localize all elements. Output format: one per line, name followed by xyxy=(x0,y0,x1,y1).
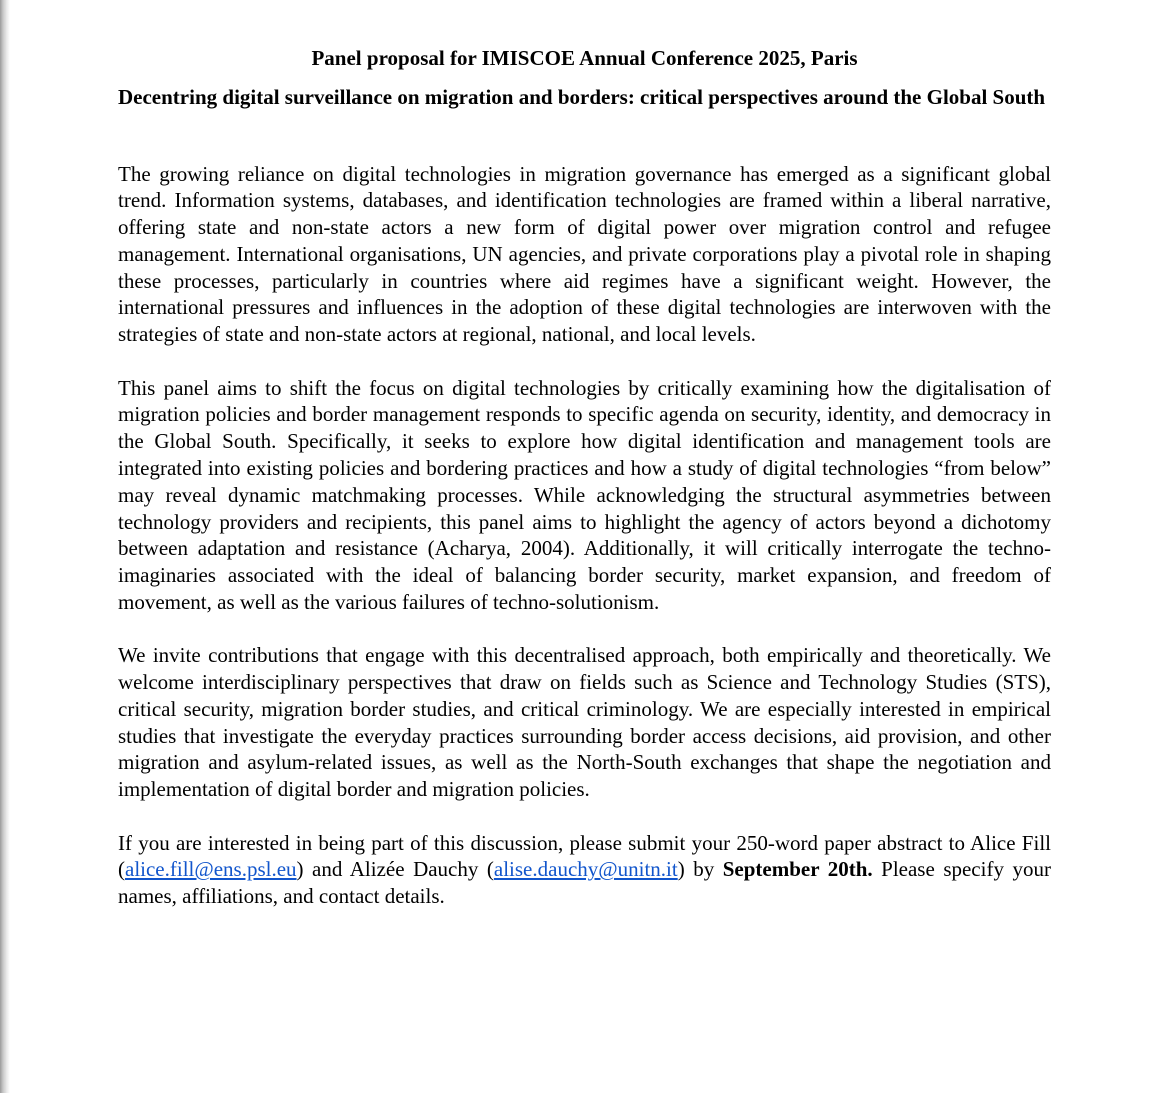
submission-text-4: Please specify your names, affiliations, and contact details. xyxy=(118,857,1051,909)
email-link-alice-fill[interactable]: alice.fill@ens.psl.eu xyxy=(125,857,297,882)
paragraph-invitation: We invite contributions that engage with this decentralised approach, both empirically and theoretically. We welcome interdisciplinary perspectives that draw on fields such as Science and Technology Studies (STS), critical security, migration border studies, and critical criminology. We are especially interested in empirical studies that investigate the everyday practices surrounding border access decisions, aid provision, and other migration and asylum-related issues, as well as the North-South exchanges that shape the negotiation and implementation of digital border and migration policies. xyxy=(118,643,1051,802)
submission-text-2: ) and Alizée Dauchy ( xyxy=(296,857,494,882)
document-page xyxy=(118,44,1051,936)
document-subtitle: Decentring digital surveillance on migration and borders: critical perspectives around the Global South xyxy=(118,85,1046,109)
paragraph-intro: The growing reliance on digital technologies in migration governance has emerged as a significant global trend. Information systems, databases, and identification technologies are framed within a liberal narrative, offering state and non-state actors a new form of digital power over migration control and refugee management. International organisations, UN agencies, and private corporations play a pivotal role in shaping these processes, particularly in countries where aid regimes have a significant weight. However, the international pressures and influences in the adoption of these digital technologies are interwoven with the strategies of state and non-state actors at regional, national, and local levels. xyxy=(118,161,1051,347)
page-edge-shadow xyxy=(0,0,10,1093)
submission-text-1: If you are interested in being part of this discussion, please submit your 250-word paper abstract to Alice Fill ( xyxy=(118,830,1051,882)
email-link-alizee-dauchy[interactable]: alise.dauchy@unitn.it xyxy=(493,857,678,882)
paragraph-submission xyxy=(118,830,1051,910)
submission-text-3: ) by xyxy=(677,857,723,882)
submission-deadline: September 20th. xyxy=(722,857,873,882)
paragraph-panel-aims: This panel aims to shift the focus on digital technologies by critically examining how the digitalisation of migration policies and border management responds to specific agenda on security, identity, and democracy in the Global South. Specifically, it seeks to explore how digital identification and management tools are integrated into existing policies and bordering practices and how a study of digital technologies “from below” may reveal dynamic matchmaking processes. While acknowledging the structural asymmetries between technology providers and recipients, this panel aims to highlight the agency of actors beyond a dichotomy between adaptation and resistance (Acharya, 2004). Additionally, it will critically interrogate the techno-imaginaries associated with the ideal of balancing border security, market expansion, and freedom of movement, as well as the various failures of techno-solutionism. xyxy=(118,375,1051,614)
document-title: Panel proposal for IMISCOE Annual Conference 2025, Paris xyxy=(311,46,858,70)
